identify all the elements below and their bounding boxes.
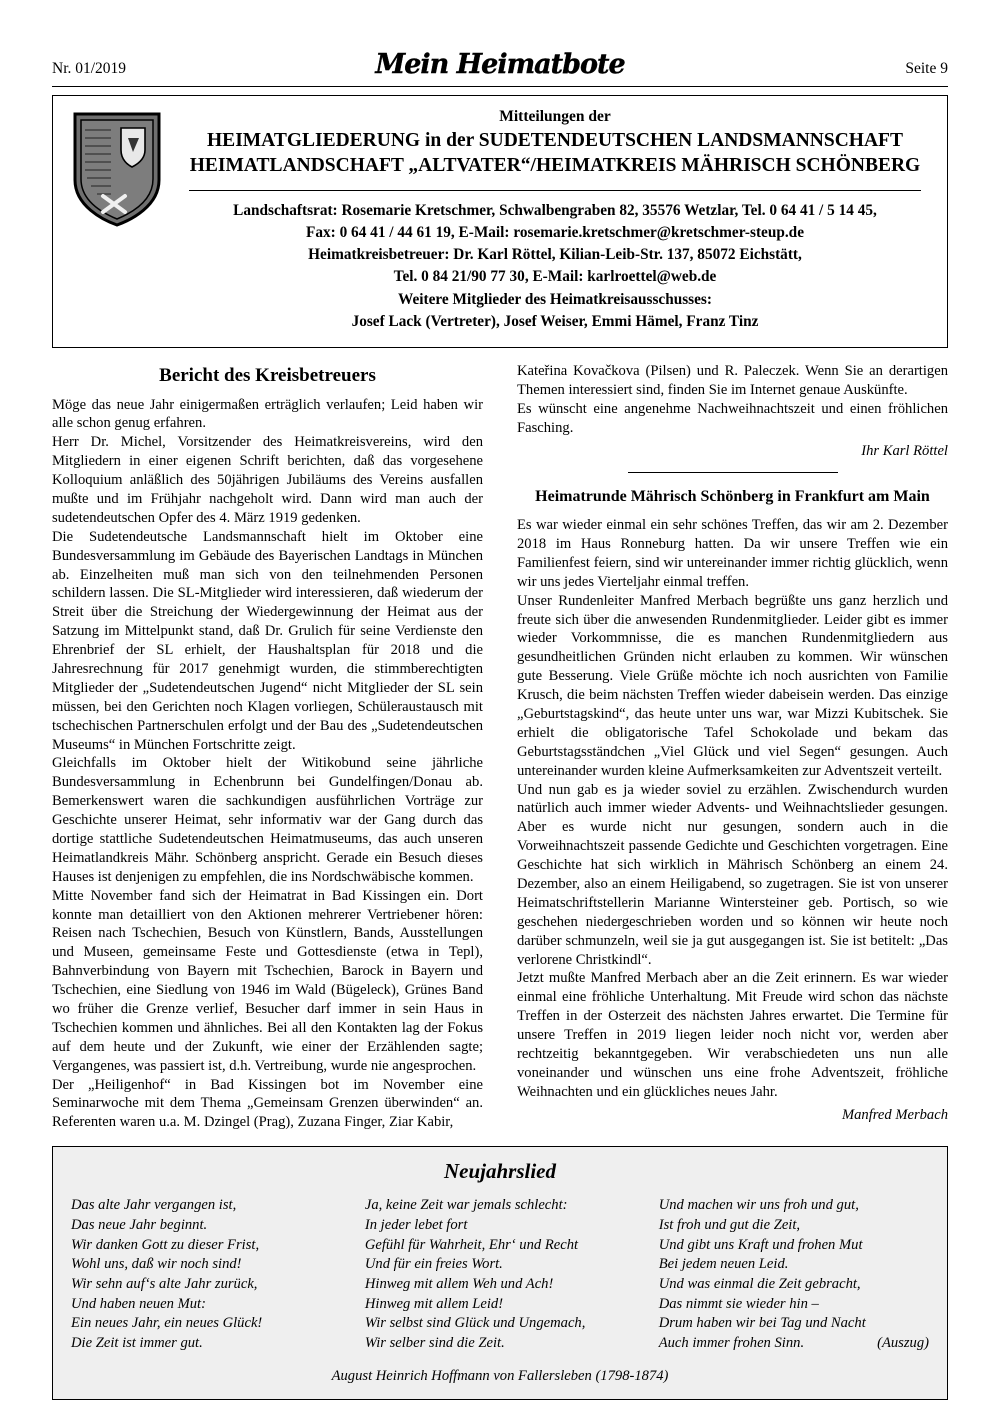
song-line: Drum haben wir bei Tag und Nacht	[658, 1315, 866, 1332]
song-line: Ja, keine Zeit war jemals schlecht:	[364, 1197, 568, 1214]
signature-kreisbetreuer: Ihr Karl Röttel	[861, 442, 948, 459]
announcement-header-box	[52, 95, 948, 348]
song-title: Neujahrslied	[443, 1159, 556, 1184]
contact-line: Heimatkreisbetreuer: Dr. Karl Röttel, Kilian-Leib-Str. 137, 85072 Eichstätt,	[308, 246, 802, 264]
left-column	[52, 362, 499, 1132]
song-author: August Heinrich Hoffmann von Fallersleben (1798-1874)	[331, 1367, 669, 1384]
header-line-3: HEIMATLANDSCHAFT „ALTVATER“/HEIMATKREIS MÄHRISCH SCHÖNBERG	[189, 154, 921, 176]
coat-of-arms-crest-icon	[71, 110, 163, 228]
header-box-divider	[189, 190, 921, 191]
song-stanza-column-2	[365, 1196, 635, 1354]
paragraph: Jetzt mußte Manfred Merbach aber an die Zeit erinnern. Es war wieder einmal eine fröhliche Unterhaltung. Mit Freude wird schon das nächste Treffen in der Osterzeit des nächsten Jahres erwartet. Die Termine für unsere Treffen in 2019 liegen leider noch nicht vor, werden aber rechtzeitig bekanntgegeben. Wir verabschiedeten uns nun alle voneinander und wünschen uns eine frohe Adventszeit, fröhliche Weihnachten und ein glückliches neues Jahr.	[517, 970, 948, 1100]
paragraph: Die Sudetendeutsche Landsmannschaft hielt im Oktober eine Bundesversammlung im Gebäude des Bayerischen Landtags in München ab. Einzelheiten muß man sich von den teilnehmenden Personen schildern lassen. Die SL-Mitglieder wird interessieren, daß wiederum der Streit über die Streichung der Wiedergewinnung der Heimat aus der Satzung im Mittelpunkt stand, daß Dr. Grulich für seine Verdienste den Ehrenbrief der SL erhielt, der Haushaltsplan für 2018 und die Jahresrechnung für 2017 genehmigt wurden, die stimmberechtigten Mitglieder der „Sudetendeutschen Jugend“ nicht Mitglieder der SL sein müssen, bei den Gerichten noch Klagen vorliegen, Schüleraustausch mit tschechischen Partnerschulen erfolgt und der Bau des „Sudetendeutschen Museums“ in München Fortschritte zeigt.	[52, 528, 483, 753]
song-excerpt-note: (Auszug)	[877, 1335, 929, 1352]
song-line: Bei jedem neuen Leid.	[658, 1256, 789, 1273]
contact-line: Weitere Mitglieder des Heimatkreisausschusses:	[398, 290, 712, 308]
song-line: Ein neues Jahr, ein neues Glück!	[71, 1315, 263, 1332]
section-divider	[628, 472, 838, 473]
paragraph: Und nun gab es ja wieder soviel zu erzählen. Zwischendurch wurden natürlich auch immer wieder Advents- und Weihnachtslieder gesungen. Aber es wurde nicht nur gesungen, sondern auch in die Vorweihnachtszeit passende Gedichte und Geschichten vorgetragen. Eine Geschichte hat sich wirklich in Mährisch Schönberg an einem 24. Dezember, also an einem Heiligabend, so zugetragen. Sie ist von unserer Heimatschriftstellerin Marianne Wintersteiner geb. Portisch, so wie geschehen niedergeschrieben worden und so können wir heute noch darüber schmunzeln, weil sie ja gut ausgegangen ist. Sie ist betitelt: „Das verlorene Christkindl“.	[517, 781, 948, 968]
song-line: Wohl uns, daß wir noch sind!	[71, 1256, 242, 1273]
song-stanza-column-1	[71, 1196, 341, 1354]
paragraph: Kateřina Kovačkova (Pilsen) und R. Paleczek. Wenn Sie an derartigen Themen interessiert sind, finden Sie im Internet genaue Auskünfte.	[517, 362, 948, 398]
contact-line: Fax: 0 64 41 / 44 61 19, E-Mail: rosemarie.kretschmer@kretschmer-steup.de	[306, 224, 804, 242]
header-line-1: Mitteilungen der	[499, 108, 611, 125]
song-line: Hinweg mit allem Leid!	[364, 1295, 504, 1312]
article-columns	[52, 362, 948, 1132]
song-stanza-column-3	[659, 1196, 929, 1354]
song-line: Wir selbst sind Glück und Ungemach,	[364, 1315, 586, 1332]
page-number: Seite 9	[905, 60, 948, 77]
song-line: Und was einmal die Zeit gebracht,	[658, 1276, 861, 1293]
header-line-2: HEIMATGLIEDERUNG in der SUDETENDEUTSCHEN LANDSMANNSCHAFT	[207, 130, 903, 151]
song-line: Das alte Jahr vergangen ist,	[71, 1197, 237, 1214]
right-column-heading: Heimatrunde Mährisch Schönberg in Frankfurt am Main	[535, 488, 930, 506]
song-line: Und für ein freies Wort.	[364, 1256, 503, 1273]
masthead-title: Mein Heimatbote	[375, 49, 625, 80]
neujahrslied-box	[52, 1146, 948, 1400]
contact-line: Landschaftsrat: Rosemarie Kretschmer, Schwalbengraben 82, 35576 Wetzlar, Tel. 0 64 41 / 5 14 45,	[233, 201, 877, 219]
header-divider	[52, 86, 948, 87]
song-line: In jeder lebet fort	[364, 1216, 468, 1233]
song-line: Hinweg mit allem Weh und Ach!	[364, 1276, 554, 1293]
song-line: Und haben neuen Mut:	[71, 1295, 206, 1312]
paragraph: Unser Rundenleiter Manfred Merbach begrüßte uns ganz herzlich und freute sich über die anwesenden Rundenmitglieder. Leider gibt es immer wieder Vorkommnisse, die es manchen Rundenmitgliedern aus gesundheitlichen Gründen nicht erlauben zu kommen. Wir wünschen gute Besserung. Viele Grüße möchte ich noch ausrichten von Familie Krusch, die beim nächsten Treffen wieder dabeisein werden. Das einzige „Geburtstagskind“, das heute unter uns war, war Mizzi Kubitschek. Sie erhielt die obligatorische Tafel Schokolade und bekam das Geburtstagsständchen „Viel Glück und viel Segen“ gesungen. Auch untereinander wurden kleine Aufmerksamkeiten zur Adventszeit verteilt.	[517, 592, 948, 779]
left-column-heading: Bericht des Kreisbetreuers	[159, 364, 376, 386]
contact-line: Tel. 0 84 21/90 77 30, E-Mail: karlroettel@web.de	[393, 268, 717, 286]
song-line: Das nimmt sie wieder hin –	[658, 1295, 819, 1312]
song-line: Das neue Jahr beginnt.	[71, 1216, 208, 1233]
song-line: Ist froh und gut die Zeit,	[658, 1216, 801, 1233]
song-line: Wir danken Gott zu dieser Frist,	[71, 1236, 260, 1253]
paragraph: Mitte November fand sich der Heimatrat in Bad Kissingen ein. Dort konnte man detailliert von den Aktionen mehrerer Vertriebener hören: Reisen nach Tschechien, Besuch von Künstlern, Bands, Ausstellungen und Museen, gemeinsame Feste und Gottesdienste (etwa in Tepl), Bahnverbindung von Bayern mit Tschechien, Barock in Bayern und Tschechien, eine Siedlung von 1946 im Wald (Bügeleck), Grünes Band wo früher die Grenze verlief, Besucher darf immer in sein Haus in Tschechien kommen und ähnliches. Bei all den Kontakten lag der Fokus auf dem heute und der Zukunft, wie einer der Erzählenden sagte; Vergangenes, was passiert ist, d.h. Vertreibung, wurde nie angesprochen.	[52, 887, 483, 1074]
song-line: Wir sehn auf‘s alte Jahr zurück,	[71, 1276, 258, 1293]
running-head	[52, 34, 948, 80]
issue-number: Nr. 01/2019	[52, 60, 127, 77]
paragraph: Es war wieder einmal ein sehr schönes Treffen, das wir am 2. Dezember 2018 im Haus Ronneburg hatten. Da wir unsere Treffen wie ein Familienfest feiern, sind wir untereinander immer richtig glücklich, wenn wir uns jedes Vierteljahr einmal treffen.	[517, 517, 948, 590]
right-column	[499, 362, 948, 1132]
song-line: Auch immer frohen Sinn.	[658, 1335, 805, 1352]
song-line: Und machen wir uns froh und gut,	[658, 1197, 859, 1214]
song-line: Wir selber sind die Zeit.	[364, 1335, 505, 1352]
paragraph: Herr Dr. Michel, Vorsitzender des Heimatkreisvereins, wird den Mitgliedern in einer eigenen Schrift berichten, daß das vorgesehene Kolloquium anläßlich des 50jährigen Jubiläums des Vereins ausfallen mußte und im Frühjahr nachgeholt wird. Dann wird man auch der sudetendeutschen Opfer des 4. März 1919 gedenken.	[52, 434, 483, 526]
signature-heimatrunde: Manfred Merbach	[841, 1106, 948, 1123]
paragraph: Möge das neue Jahr einigermaßen erträglich verlaufen; Leid haben wir alle schon genug erfahren.	[52, 396, 483, 432]
contact-line: Josef Lack (Vertreter), Josef Weiser, Emmi Hämel, Franz Tinz	[351, 312, 759, 330]
paragraph: Der „Heiligenhof“ in Bad Kissingen bot im November eine Seminarwoche mit dem Thema „Gemeinsam Grenzen überwinden“ an. Referenten waren u.a. M. Dzingel (Prag), Zuzana Finger, Ziar Kabir,	[52, 1076, 483, 1131]
song-line: Gefühl für Wahrheit, Ehr‘ und Recht	[364, 1236, 579, 1253]
paragraph: Es wünscht eine angenehme Nachweihnachtszeit und einen fröhlichen Fasching.	[517, 400, 948, 436]
song-line: Die Zeit ist immer gut.	[71, 1335, 203, 1352]
song-line: Und gibt uns Kraft und frohen Mut	[658, 1236, 863, 1253]
paragraph: Gleichfalls im Oktober hielt der Witikobund seine jährliche Bundesversammlung in Echenbrunn bei Gundelfingen/Donau ab. Bemerkenswert waren die sachkundigen ausführlichen Vorträge zur Geschichte unserer Heimat, sehr informativ war der Gang durch das dortige stattliche Sudetendeutschen Heimatmuseums, das auch unseren Heimatlandkreis Mähr. Schönberg anspricht. Gerade ein Besuch dieses Hauses ist denjenigen zu empfehlen, die ins Nordschwäbische kommen.	[52, 755, 483, 885]
